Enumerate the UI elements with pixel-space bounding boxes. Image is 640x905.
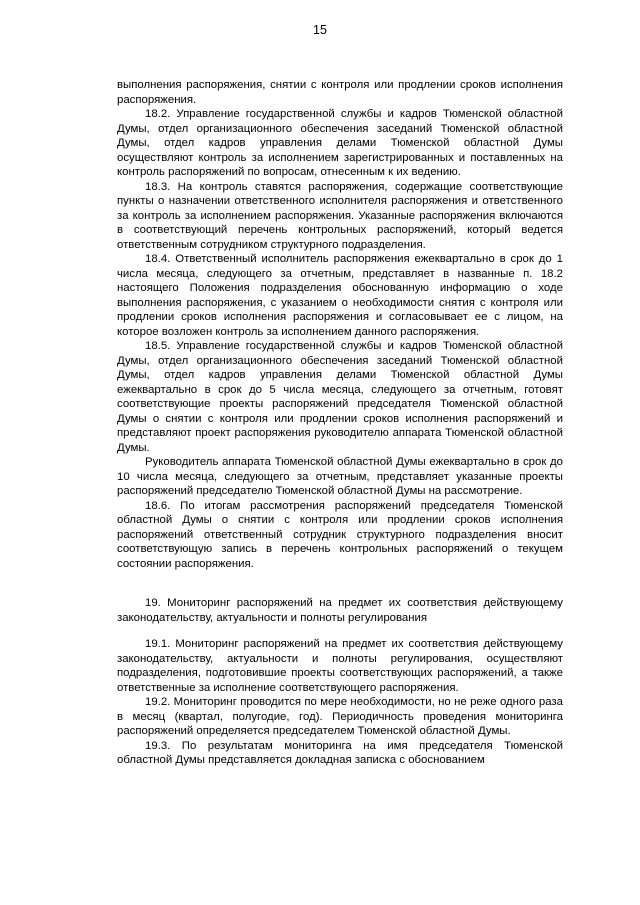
paragraph-18-1-continuation: выполнения распоряжения, снятии с контроля или продлении сроков исполнения распоряжения. <box>117 79 563 106</box>
paragraph-18-5: 18.5. Управление государственной службы и кадров Тюменской областной Думы, отдел организационного обеспечения заседаний Тюменской областной Думы, отдел кадров управления делами Тюменской областной Думы ежеквартально в срок до 5 числа месяца, следующего за отчетным, готовят соответствующие проекты распоряжений председателя Тюменской областной Думы о снятии с контроля или продлении сроков исполнения распоряжений и представляют проект распоряжения руководителю аппарата Тюменской областной Думы. <box>117 340 563 454</box>
document-body <box>117 78 563 768</box>
paragraph-18-4: 18.4. Ответственный исполнитель распоряжения ежеквартально в срок до 1 числа месяца, следующего за отчетным, представляет в названные п. 18.2 настоящего Положения подразделения обоснованную информацию о ходе выполнения распоряжения, с указанием о необходимости снятия с контроля или продлении сроков исполнения распоряжения и согласовывает ее с лицом, на которое возложен контроль за исполнением данного распоряжения. <box>117 253 563 338</box>
section-heading-19: 19. Мониторинг распоряжений на предмет их соответствия действующему законодательству, актуальности и полноты регулирования <box>117 597 563 624</box>
paragraph-18-5-continued: Руководитель аппарата Тюменской областной Думы ежеквартально в срок до 10 числа месяца, следующего за отчетным, представляет указанные проекты распоряжений председателю Тюменской областной Думы на рассмотрение. <box>117 456 563 497</box>
paragraph-19-2: 19.2. Мониторинг проводится по мере необходимости, но не реже одного раза в месяц (квартал, полугодие, год). Периодичность проведения мониторинга распоряжений определяется председателем Тюменской областной Думы. <box>117 696 563 737</box>
paragraph-18-2: 18.2. Управление государственной службы и кадров Тюменской областной Думы, отдел организационного обеспечения заседаний Тюменской областной Думы, отдел кадров управления делами Тюменской областной Думы осуществляют контроль за исполнением зарегистрированных и поставленных на контроль распоряжений по вопросам, отнесенным к их ведению. <box>117 108 563 178</box>
paragraph-19-1: 19.1. Мониторинг распоряжений на предмет их соответствия действующему законодательству, актуальности и полноты регулирования, осуществляют подразделения, подготовившие проекты соответствующих распоряжений, а также ответственные за исполнение соответствующего распоряжения. <box>117 638 563 694</box>
page-number: 15 <box>313 23 327 37</box>
paragraph-18-3: 18.3. На контроль ставятся распоряжения, содержащие соответствующие пункты о назначении ответственного исполнителя распоряжения и ответственного за контроль за исполнением распоряжения. Указанные распоряжения включаются в соответствующий перечень контрольных распоряжений, который ведется ответственным сотрудником структурного подразделения. <box>117 180 563 251</box>
paragraph-19-3: 19.3. По результатам мониторинга на имя председателя Тюменской областной Думы представляется докладная записка с обоснованием <box>117 739 563 766</box>
paragraph-18-6: 18.6. По итогам рассмотрения распоряжений председателя Тюменской областной Думы о снятии с контроля или продлении сроков исполнения распоряжений ответственный сотрудник структурного подразделения вносит соответствующую запись в перечень контрольных распоряжений о текущем состоянии распоряжения. <box>117 499 563 570</box>
